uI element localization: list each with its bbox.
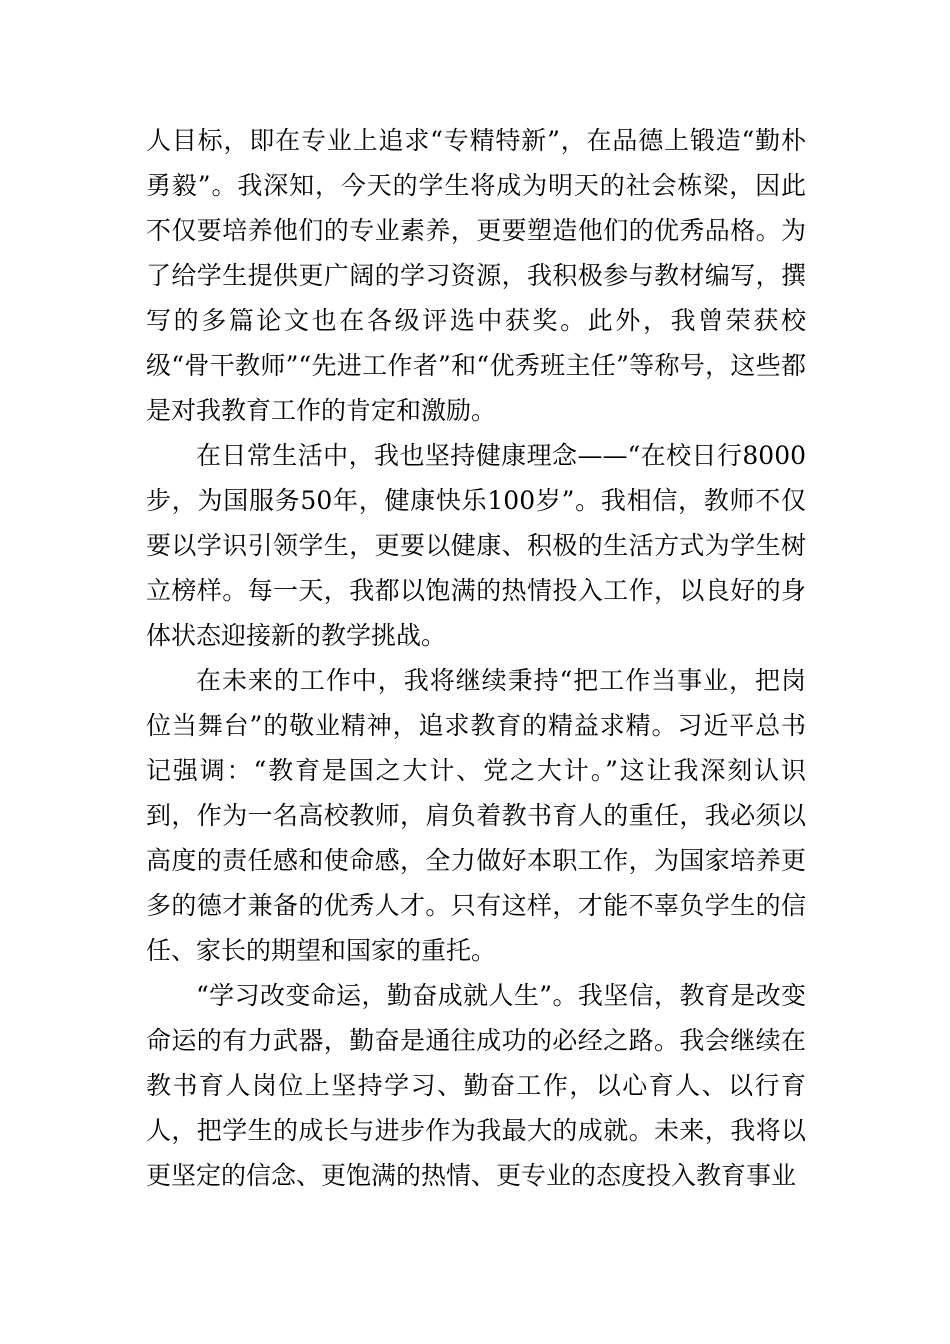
paragraph-continuation: 人目标，即在专业上追求“专精特新”，在品德上锻造“勤朴勇毅”。我深知，今天的学生将成为明天的社会栋梁，因此不仅要培养他们的专业素养，更要塑造他们的优秀品格。为了给学生提供更广阔的学习资源，我积极参与教材编写，撰写的多篇论文也在各级评选中获奖。此外，我曾荣获校级“骨干教师”“先进工作者”和“优秀班主任”等称号，这些都是对我教育工作的肯定和激励。 xyxy=(146,126,806,425)
paragraph-learning-diligence: “学习改变命运，勤奋成就人生”。我坚信，教育是改变命运的有力武器，勤奋是通往成功的必经之路。我会继续在教书育人岗位上坚持学习、勤奋工作，以心育人、以行育人，把学生的成长与进步作为我最大的成就。未来，我将以更坚定的信念、更饱满的热情、更专业的态度投入教育事业 xyxy=(146,981,806,1190)
paragraph-future-work: 在未来的工作中，我将继续秉持“把工作当事业，把岗位当舞台”的敬业精神，追求教育的精益求精。习近平总书记强调：“教育是国之大计、党之大计。”这让我深刻认识到，作为一名高校教师，肩负着教书育人的重任，我必须以高度的责任感和使命感，全力做好本职工作，为国家培养更多的德才兼备的优秀人才。只有这样，才能不辜负学生的信任、家长的期望和国家的重托。 xyxy=(146,666,806,965)
paragraph-health-philosophy: 在日常生活中，我也坚持健康理念——“在校日行8000步，为国服务50年，健康快乐100岁”。我相信，教师不仅要以学识引领学生，更要以健康、积极的生活方式为学生树立榜样。每一天，我都以饱满的热情投入工作，以良好的身体状态迎接新的教学挑战。 xyxy=(146,441,806,650)
document-body xyxy=(146,118,806,1198)
